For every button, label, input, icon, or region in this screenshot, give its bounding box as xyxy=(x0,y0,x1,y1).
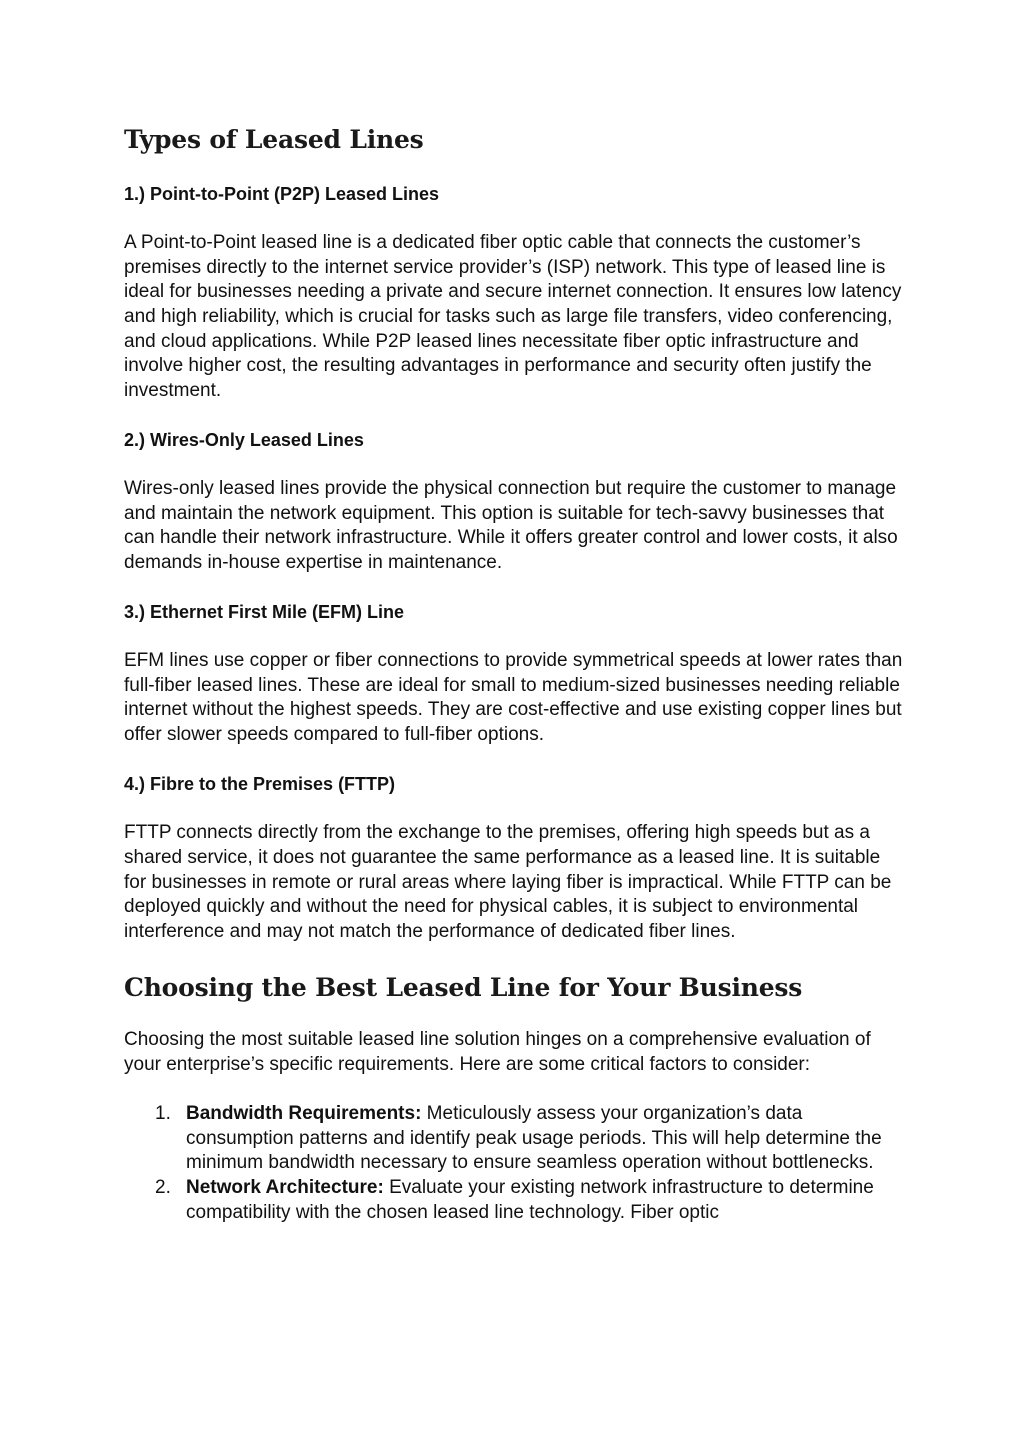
section-heading-types: Types of Leased Lines xyxy=(124,125,424,154)
paragraph-choosing-intro: Choosing the most suitable leased line solution hinges on a comprehensive evaluation of your enterprise’s specific requirements. Here are some critical factors to consider: xyxy=(124,1029,871,1075)
subheading-fttp: 4.) Fibre to the Premises (FTTP) xyxy=(124,774,396,795)
document-page xyxy=(124,118,904,1225)
section-heading-choosing: Choosing the Best Leased Line for Your Business xyxy=(124,973,803,1003)
paragraph-wires-only: Wires-only leased lines provide the physical connection but require the customer to manage and maintain the network equipment. This option is suitable for tech-savvy businesses that can handle their network infrastructure. While it offers greater control and lower costs, it also demands in-house expertise in maintenance. xyxy=(124,478,898,573)
list-item-text: Evaluate your existing network infrastructure to determine compatibility with the chosen leased line technology. Fiber optic xyxy=(186,1176,874,1223)
list-item-lead: Network Architecture: xyxy=(186,1176,384,1198)
paragraph-efm: EFM lines use copper or fiber connections to provide symmetrical speeds at lower rates than full-fiber leased lines. These are ideal for small to medium-sized businesses needing reliable internet without the highest speeds. They are cost-effective and use existing copper lines but offer slower speeds compared to full-fiber options. xyxy=(124,650,903,746)
list-item-lead: Bandwidth Requirements: xyxy=(186,1103,422,1125)
paragraph-p2p: A Point-to-Point leased line is a dedicated fiber optic cable that connects the customer’s premises directly to the internet service provider’s (ISP) network. This type of leased line is ideal for businesses needing a private and secure internet connection. It ensures low latency and high reliability, which is crucial for tasks such as large file transfers, video conferencing, and cloud applications. While P2P leased lines necessitate fiber optic infrastructure and involve higher cost, the resulting advantages in performance and security often justify the investment. xyxy=(124,232,902,401)
list-item-text: Meticulously assess your organization’s data consumption patterns and identify peak usage periods. This will help determine the minimum bandwidth necessary to ensure seamless operation without bottlenecks. xyxy=(186,1103,882,1174)
paragraph-fttp: FTTP connects directly from the exchange to the premises, offering high speeds but as a shared service, it does not guarantee the same performance as a leased line. It is suitable for businesses in remote or rural areas where laying fiber is impractical. While FTTP can be deployed quickly and without the need for physical cables, it is subject to environmental interference and may not match the performance of dedicated fiber lines. xyxy=(124,822,892,942)
subheading-p2p: 1.) Point-to-Point (P2P) Leased Lines xyxy=(124,184,440,204)
subheading-efm: 3.) Ethernet First Mile (EFM) Line xyxy=(124,602,405,623)
list-item-number: 2. xyxy=(155,1176,171,1198)
subheading-wires-only: 2.) Wires-Only Leased Lines xyxy=(124,429,364,450)
list-item-number: 1. xyxy=(155,1103,171,1125)
list-item xyxy=(124,1102,904,1176)
list-item xyxy=(124,1176,904,1225)
factors-list xyxy=(124,1102,904,1225)
